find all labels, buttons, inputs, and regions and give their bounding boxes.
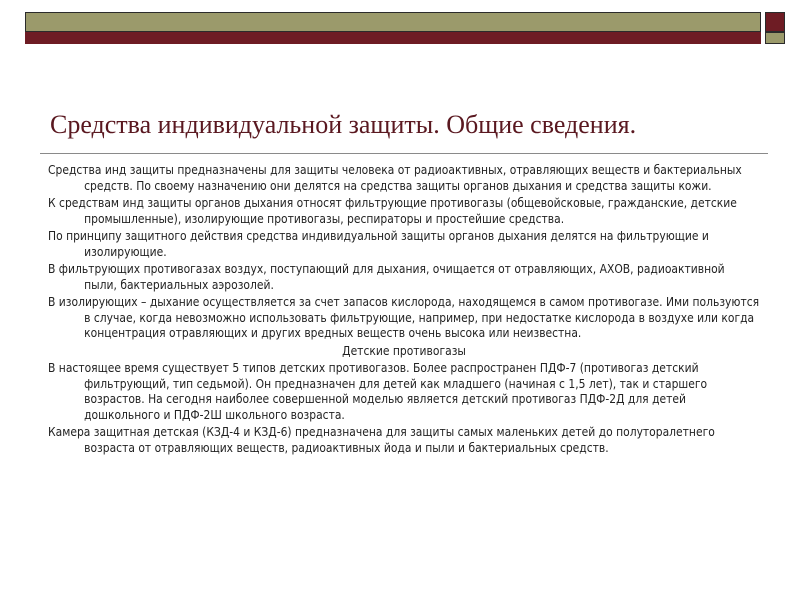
paragraph-principle: По принципу защитного действия средства индивидуальной защиты органов дыхания делятся на фильтрующие и изолирующие. xyxy=(48,228,709,259)
slide-title: Средства индивидуальной защиты. Общие сведения. xyxy=(50,110,637,139)
header-bar-olive xyxy=(25,12,761,32)
slide-body xyxy=(48,162,760,457)
paragraph-respiratory-types: К средствам инд защиты органов дыхания относят фильтрующие противогазы (общевойсковые, гражданские, детские промышленные), изолирующие противогазы, респираторы и простейшие средства. xyxy=(48,195,737,226)
header-square-olive xyxy=(765,32,785,44)
title-divider xyxy=(40,153,768,154)
paragraph-kzd-chamber: Камера защитная детская (КЗД-4 и КЗД-6) предназначена для защиты самых маленьких детей до полуторалетнего возраста от отравляющих веществ, радиоактивных йода и пыли и бактериальных средств. xyxy=(48,424,715,455)
paragraph-purpose: Средства инд защиты предназначены для защиты человека от радиоактивных, отравляющих веществ и бактериальных средств. По своему назначению они делятся на средства защиты органов дыхания и средства защиты кожи. xyxy=(48,162,742,193)
subheading-children: Детские противогазы xyxy=(342,342,466,358)
paragraph-children-types: В настоящее время существует 5 типов детских противогазов. Более распространен ПДФ-7 (противогаз детский фильтрующий, тип седьмой). Он предназначен для детей как младшего (начиная с 1,5 лет), так и старшего возрастов. На сегодня наиболее совершенной моделью является детский противогаз ПДФ-2Д для детей дошкольного и ПДФ-2Ш школьного возраста. xyxy=(48,360,708,422)
paragraph-isolating: В изолирующих – дыхание осуществляется за счет запасов кислорода, находящемся в самом противогазе. Ими пользуются в случае, когда невозможно использовать фильтрующие, например, при недостатке кислорода в воздухе или когда концентрация отравляющих и других вредных веществ очень высока или неизвестна. xyxy=(48,294,760,340)
paragraph-filtering: В фильтрующих противогазах воздух, поступающий для дыхания, очищается от отравляющих, АХОВ, радиоактивной пыли, бактериальных аэрозолей. xyxy=(48,261,725,292)
header-square-maroon xyxy=(765,12,785,32)
header-bar-maroon xyxy=(25,32,761,44)
